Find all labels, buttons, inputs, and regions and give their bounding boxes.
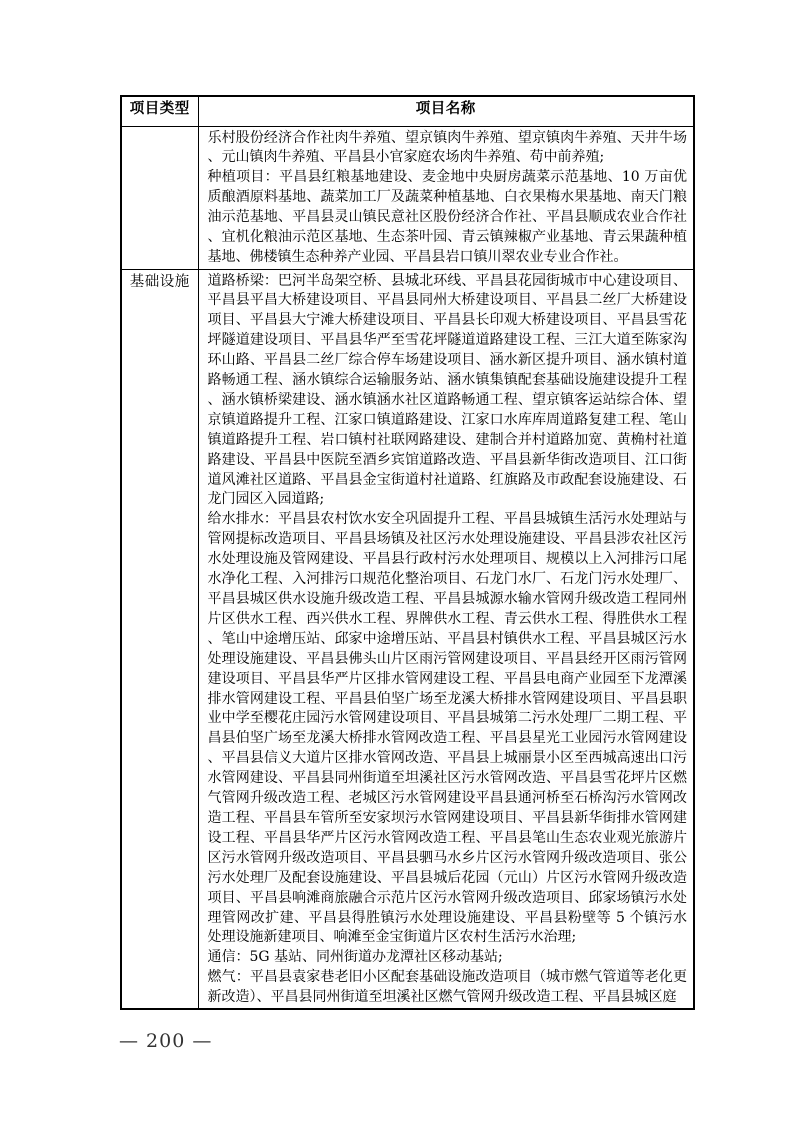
page-number: — 200 —	[119, 1030, 213, 1052]
table-row	[121, 269, 694, 1009]
category-cell-infrastructure: 基础设施	[121, 269, 198, 1009]
project-name-cell	[198, 269, 694, 1009]
header-cell-project-name: 项目名称	[198, 96, 694, 126]
paragraph-livestock: 乐村股份经济合作社肉牛养殖、望京镇肉牛养殖、望京镇肉牛养殖、天井牛场、元山镇肉牛养殖、平昌县小官家庭农场肉牛养殖、苟中前养殖;	[207, 129, 687, 166]
project-table	[120, 95, 695, 1010]
paragraph-planting: 种植项目：平昌县红粮基地建设、麦金地中央厨房蔬菜示范基地、10 万亩优质酿酒原料基地、蔬菜加工厂及蔬菜种植基地、白衣果梅水果基地、南天门粮油示范基地、平昌县灵山镇民意社区股份经济合作社、平昌县顺成农业合作社、宜机化粮油示范区基地、生态茶叶园、青云镇辣椒产业基地、青云果蔬种植基地、佛楼镇生态种养产业园、平昌县岩口镇川翠农业专业合作社。	[207, 169, 687, 265]
paragraph-communication: 通信：5G 基站、同州街道办龙潭社区移动基站;	[207, 949, 503, 966]
table-header-row	[121, 96, 694, 126]
project-name-cell	[198, 126, 694, 269]
header-cell-project-type: 项目类型	[121, 96, 198, 126]
paragraph-gas: 燃气：平昌县袁家巷老旧小区配套基础设施改造项目（城市燃气管道等老化更新改造）、平昌县同州街道至坦溪社区燃气管网升级改造工程、平昌县城区庭	[207, 969, 687, 1006]
paragraph-roads-bridges: 道路桥梁：巴河半岛架空桥、县城北环线、平昌县花园街城市中心建设项目、平昌县平昌大桥建设项目、平昌县同州大桥建设项目、平昌县二丝厂大桥建设项目、平昌县大宁滩大桥建设项目、平昌县长印观大桥建设项目、平昌县雪花坪隧道建设项目、平昌县华严至雪花坪隧道道路建设工程、三江大道至陈家沟环山路、平昌县二丝厂综合停车场建设项目、涵水新区提升项目、涵水镇村道路畅通工程、涵水镇综合运输服务站、涵水镇集镇配套基础设施建设提升工程、涵水镇桥梁建设、涵水镇涵水社区道路畅通工程、望京镇客运站综合体、望京镇道路提升工程、江家口镇道路建设、江家口水库库周道路复建工程、笔山镇道路提升工程、岩口镇村社联网路建设、建制合并村道路加宽、黄桷村社道路建设、平昌县中医院至酒乡宾馆道路改造、平昌县新华街改造项目、江口街道风滩社区道路、平昌县金宝街道村社道路、红旗路及市政配套设施建设、石龙门园区入园道路;	[207, 272, 687, 508]
table-row	[121, 126, 694, 269]
category-cell-empty	[121, 126, 198, 269]
paragraph-water-supply-drainage: 给水排水：平昌县农村饮水安全巩固提升工程、平昌县城镇生活污水处理站与管网提标改造项目、平昌县场镇及社区污水处理设施建设、平昌县涉农社区污水处理设施及管网建设、平昌县行政村污水处理项目、规模以上入河排污口尾水净化工程、入河排污口规范化整治项目、石龙门水厂、石龙门污水处理厂、平昌县城区供水设施升级改造工程、平昌县城源水输水管网升级改造工程同州片区供水工程、西兴供水工程、界牌供水工程、青云供水工程、得胜供水工程、笔山中途增压站、邱家中途增压站、平昌县村镇供水工程、平昌县城区污水处理设施建设、平昌县佛头山片区雨污管网建设项目、平昌县经开区雨污管网建设项目、平昌县华严片区排水管网建设工程、平昌县电商产业园至下龙潭溪排水管网建设工程、平昌县伯坚广场至龙溪大桥排水管网建设项目、平昌县职业中学至樱花庄园污水管网建设项目、平昌县城第二污水处理厂二期工程、平昌县伯坚广场至龙溪大桥排水管网改造工程、平昌县星光工业园污水管网建设、平昌县信义大道片区排水管网改造、平昌县上城丽景小区至西城高速出口污水管网建设、平昌县同州街道至坦溪社区污水管网改造、平昌县雪花坪片区燃气管网升级改造工程、老城区污水管网建设平昌县通河桥至石桥沟污水管网改造工程、平昌县车管所至安家坝污水管网建设项目、平昌县新华街排水管网建设工程、平昌县华严片区污水管网改造工程、平昌县笔山生态农业观光旅游片区污水管网升级改造项目、平昌县驷马水乡片区污水管网升级改造项目、张公污水处理厂及配套设施建设、平昌县城后花园（元山）片区污水管网升级改造项目、平昌县响滩商旅融合示范片区污水管网升级改造项目、邱家场镇污水处理管网改扩建、平昌县得胜镇污水处理设施建设、平昌县粉壁等 5 个镇污水处理设施新建项目、响滩至金宝街道片区农村生活污水治理;	[207, 511, 687, 946]
